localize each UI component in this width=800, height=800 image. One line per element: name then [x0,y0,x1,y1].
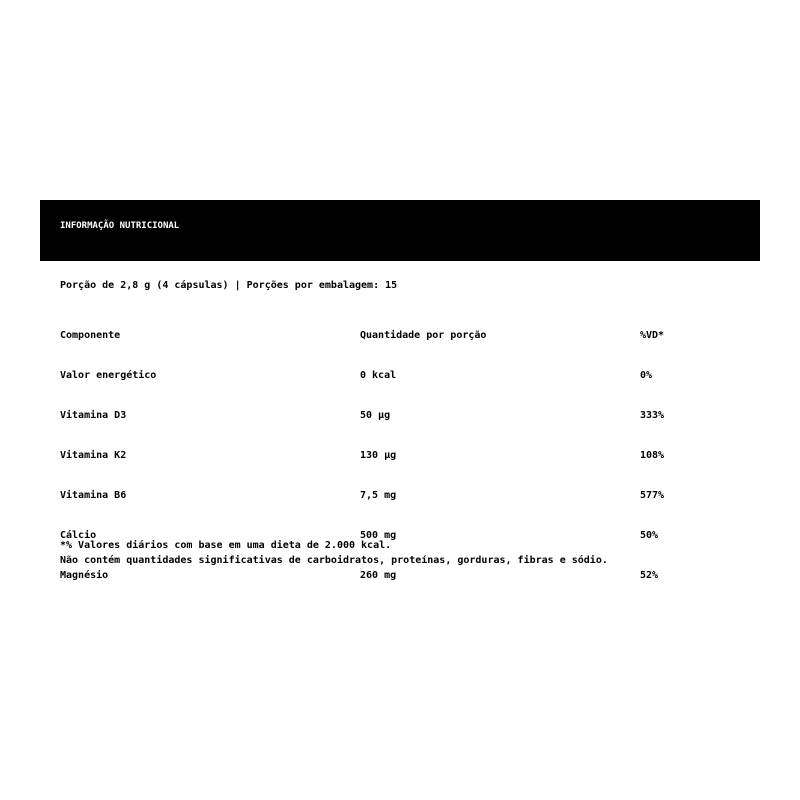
footnote-not-significant: Não contém quantidades significativas de carboidratos, proteínas, gorduras, fibras e sódio. [60,555,608,566]
row-quantity: 50 µg [360,410,391,421]
row-quantity: 260 mg [360,570,397,581]
table-row [60,490,740,502]
row-daily-value: 50% [640,530,659,541]
column-header-quantity: Quantidade por porção [360,330,487,341]
row-component: Vitamina D3 [60,410,127,421]
table-row [60,570,740,582]
row-component: Vitamina B6 [60,490,127,501]
row-daily-value: 0% [640,370,653,381]
column-header-component: Componente [60,330,121,341]
table-row [60,370,740,382]
serving-info: Porção de 2,8 g (4 cápsulas) | Porções por embalagem: 15 [60,280,398,291]
table-row [60,410,740,422]
row-daily-value: 333% [640,410,665,421]
row-component: Magnésio [60,570,109,581]
column-header-daily-value: %VD* [640,330,665,341]
table-header-row [60,330,740,342]
row-component: Valor energético [60,370,157,381]
footnote-daily-values: *% Valores diários com base em uma dieta de 2.000 kcal. [60,540,392,551]
row-daily-value: 52% [640,570,659,581]
table-row [60,450,740,462]
row-quantity: 0 kcal [360,370,397,381]
row-quantity: 7,5 mg [360,490,397,501]
row-component: Vitamina K2 [60,450,127,461]
row-quantity: 500 mg [360,530,397,541]
row-component: Cálcio [60,530,97,541]
row-quantity: 130 µg [360,450,397,461]
row-daily-value: 108% [640,450,665,461]
nutrition-header-bar [40,200,760,261]
nutrition-header-title: INFORMAÇÃO NUTRICIONAL [60,221,180,231]
row-daily-value: 577% [640,490,665,501]
